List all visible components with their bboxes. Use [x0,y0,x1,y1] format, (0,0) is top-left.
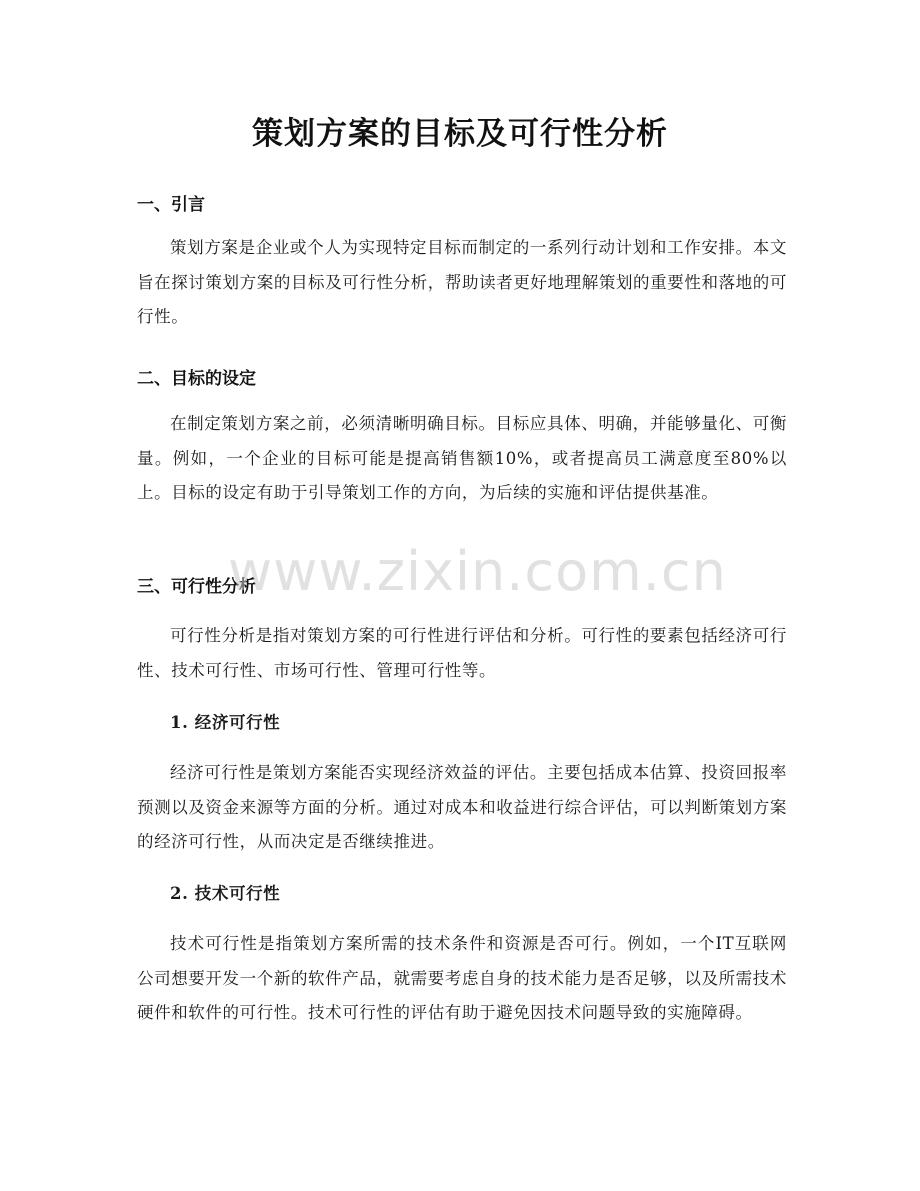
section-heading-feasibility: 三、可行性分析 [137,577,256,597]
paragraph-feasibility: 可行性分析是指对策划方案的可行性进行评估和分析。可行性的要素包括经济可行性、技术可行性、市场可行性、管理可行性等。 [137,626,787,680]
paragraph-technical-feasibility: 技术可行性是指策划方案所需的技术条件和资源是否可行。例如，一个IT互联网公司想要开发一个新的软件产品，就需要考虑自身的技术能力是否足够，以及所需技术硬件和软件的可行性。技术可行性的评估有助于避免因技术问题导致的实施障碍。 [137,934,787,1022]
section-heading-goal-setting: 二、目标的设定 [137,369,256,389]
paragraph-introduction: 策划方案是企业或个人为实现特定目标而制定的一系列行动计划和工作安排。本文旨在探讨策划方案的目标及可行性分析，帮助读者更好地理解策划的重要性和落地的可行性。 [137,238,787,326]
document-title: 策划方案的目标及可行性分析 [252,116,668,152]
subheading-economic-feasibility: 1. 经济可行性 [170,713,281,732]
paragraph-economic-feasibility: 经济可行性是策划方案能否实现经济效益的评估。主要包括成本估算、投资回报率预测以及资金来源等方面的分析。通过对成本和收益进行综合评估，可以判断策划方案的经济可行性，从而决定是否继续推进。 [137,763,787,851]
subheading-technical-feasibility: 2. 技术可行性 [170,884,281,903]
watermark: www.zixin.com.cn [228,540,727,603]
section-heading-introduction: 一、引言 [137,195,205,215]
paragraph-goal-setting: 在制定策划方案之前，必须清晰明确目标。目标应具体、明确，并能够量化、可衡量。例如，一个企业的目标可能是提高销售额10%，或者提高员工满意度至80%以上。目标的设定有助于引导策划工作的方向，为后续的实施和评估提供基准。 [137,414,787,502]
